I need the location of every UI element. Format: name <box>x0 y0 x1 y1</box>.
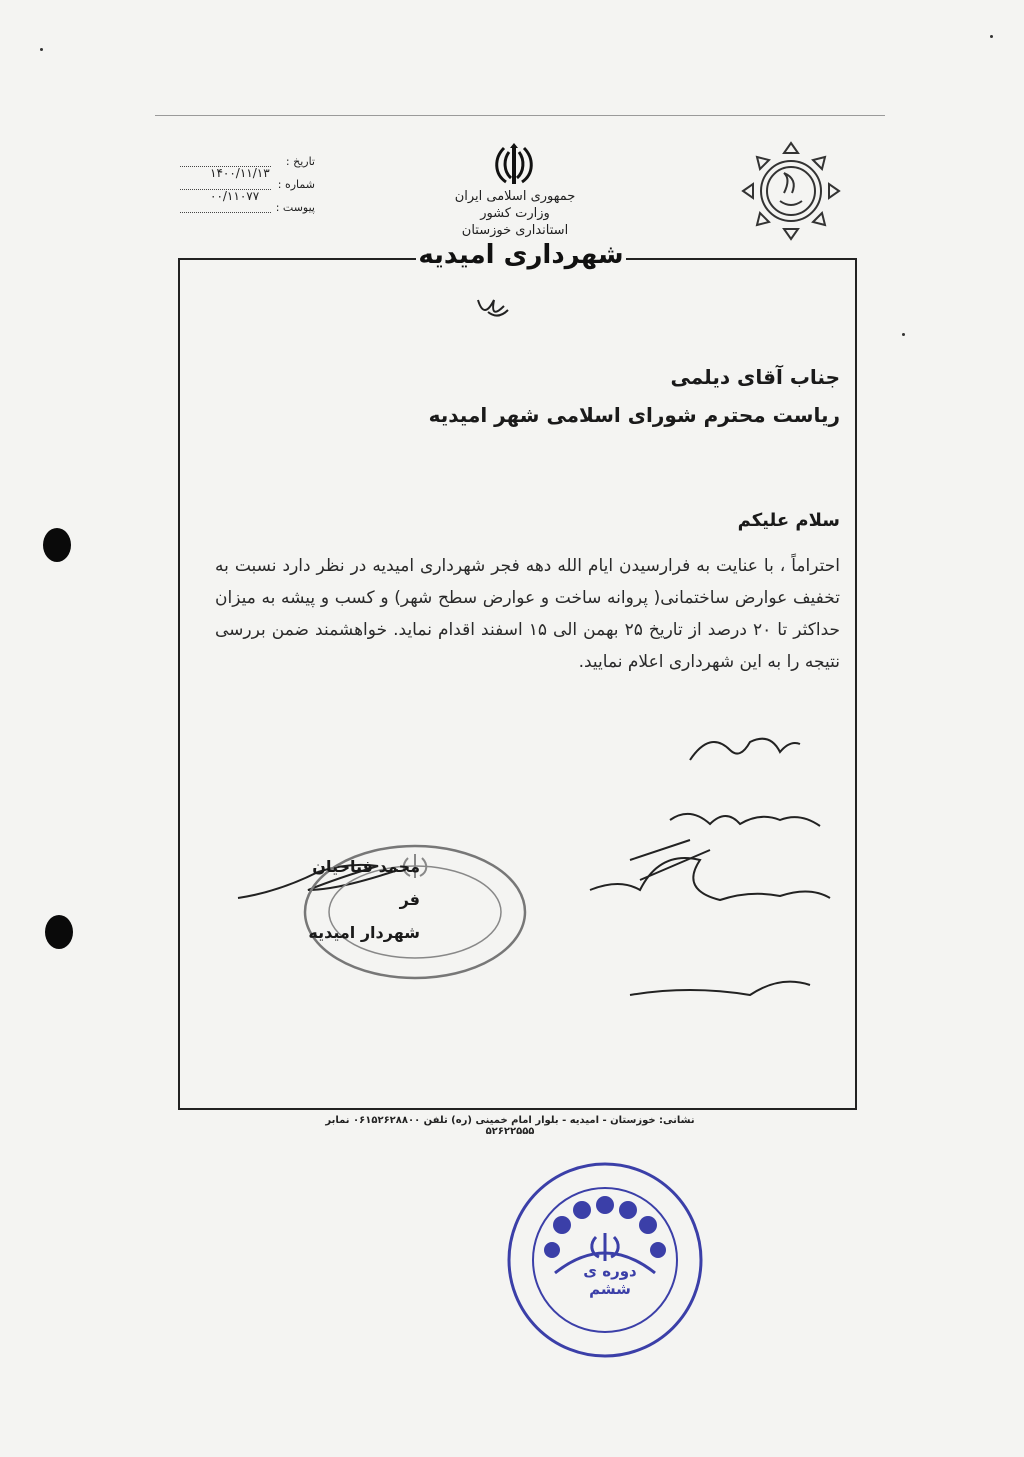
punch-hole-bottom <box>45 915 73 949</box>
dotted-line <box>180 212 271 213</box>
government-header <box>430 188 600 239</box>
scan-speck <box>990 35 993 38</box>
annotation-line-1 <box>680 734 840 796</box>
letter-body: احتراماً ، با عنایت به فرارسیدن ایام الله دهه فجر شهرداری امیدیه در نظر دارد نسبت به تخفیف عوارض ساختمانی( پروانه ساخت و عوارض سطح شهر) و کسب و پیشه به میزان حداکثر تا ۲۰ درصد از تاریخ ۲۵ بهمن الی ۱۵ اسفند اقدام نماید. خواهشمند ضمن بررسی نتیجه را به این شهرداری اعلام نمایید. <box>215 556 841 672</box>
recipient-title: ریاست محترم شورای اسلامی شهر امیدیه <box>428 403 840 427</box>
recipient-name: جناب آقای دیلمی <box>670 365 840 389</box>
signer-title: شهردار امیدیه <box>308 923 420 942</box>
punch-hole-top <box>43 528 71 562</box>
scan-top-line <box>155 115 885 116</box>
signer-block <box>290 850 420 949</box>
signer-name: محمد فتاحیان فر <box>312 857 420 909</box>
annotation-line-4 <box>680 920 840 982</box>
frame-top-left <box>178 258 416 260</box>
number-label: شماره : <box>277 178 315 191</box>
municipality-logo-icon <box>730 135 852 247</box>
gov-line-1: جمهوری اسلامی ایران <box>454 189 576 204</box>
number-value: ۰۰/۱۱۰۷۷ <box>210 189 260 203</box>
letter-meta <box>180 155 315 224</box>
date-label: تاریخ : <box>285 155 315 168</box>
attachment-row <box>180 189 315 224</box>
frame-top-right <box>626 258 855 260</box>
footer-address: نشانی: خوزستان - امیدیه - بلوار امام خمینی (ره) تلفن ۰۶۱۵۲۶۲۸۸۰۰ نمابر ۵۲۶۲۲۵۵۵ <box>325 1115 695 1137</box>
greeting: سلام علیکم <box>737 510 840 531</box>
council-seal-center: دوره ی ششم <box>583 1262 637 1298</box>
scan-speck <box>902 333 905 336</box>
letter-recipient <box>210 365 840 427</box>
attachment-label: پیوست : <box>275 201 315 214</box>
scan-speck <box>40 48 43 51</box>
iran-emblem-icon <box>490 142 538 188</box>
annotation-line-2 <box>680 796 840 858</box>
annotation-line-3 <box>680 858 840 920</box>
date-value: ۱۴۰۰/۱۱/۱۳ <box>210 166 270 180</box>
gov-line-3: استانداری خوزستان <box>461 223 569 238</box>
gov-line-2: وزارت کشور <box>480 206 550 221</box>
organization-title: شهرداری امیدیه <box>418 240 624 270</box>
